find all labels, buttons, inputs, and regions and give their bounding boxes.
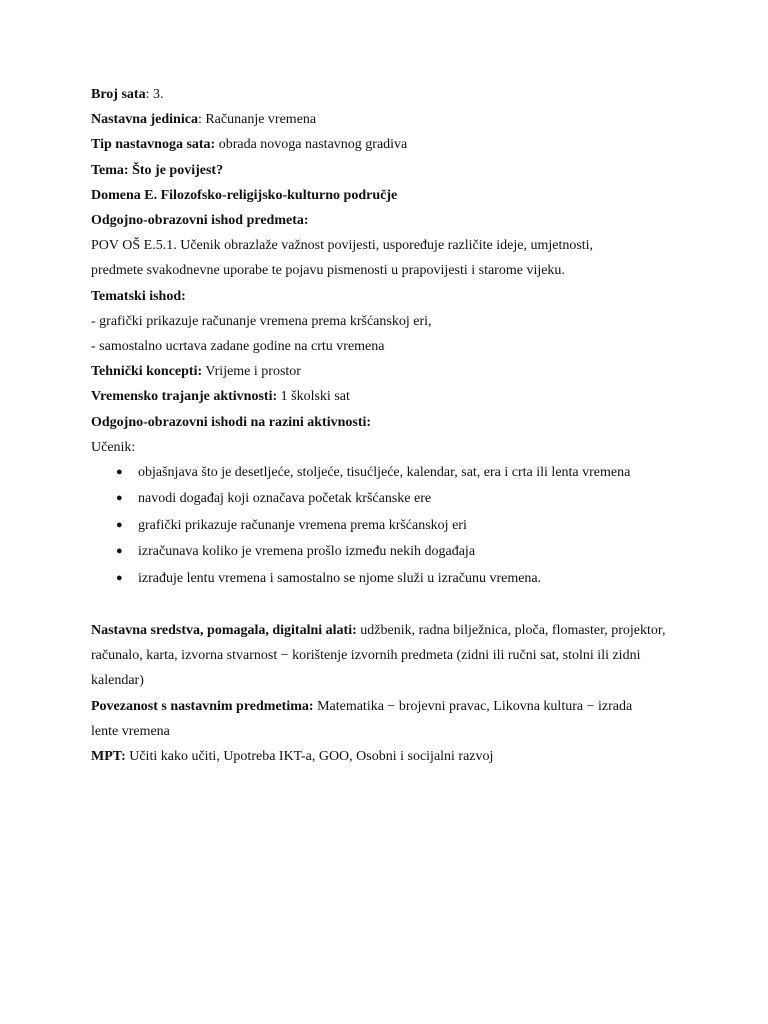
broj-sata-label: Broj sata	[91, 87, 146, 102]
tehnicki-koncepti-value: Vrijeme i prostor	[202, 364, 301, 380]
tehnicki-koncepti-row	[91, 359, 691, 384]
povezanost-paragraph	[91, 694, 661, 744]
povezanost-value: Matematika − brojevni pravac, Likovna kultura − izrada lente vremena	[91, 698, 633, 739]
mpt-value: Učiti kako učiti, Upotreba IKT-a, GOO, Osobni i socijalni razvoj	[125, 749, 494, 765]
mpt-label: MPT:	[91, 749, 126, 765]
ishod-predmeta-line-2: predmete svakodnevne uporabe te pojavu pismenosti u prapovijesti i starome vijeku.	[91, 263, 565, 279]
sredstva-value: udžbenik, radna bilježnica, ploča, flomaster, projektor, računalo, karta, izvorna stvarnost − korištenje izvornih predmeta (zidni ili ručni sat, stolni ili zidni kalendar)	[91, 623, 666, 689]
list-item	[91, 486, 691, 511]
trajanje-label: Vremensko trajanje aktivnosti:	[91, 389, 278, 405]
ishodi-aktivnosti-list	[91, 460, 691, 591]
list-item	[91, 513, 691, 538]
trajanje-value: 1 školski sat	[277, 389, 350, 405]
tip-sata-row	[91, 132, 691, 157]
tehnicki-koncepti-label: Tehnički koncepti:	[91, 364, 203, 380]
bullet-icon: ●	[116, 545, 123, 558]
povezanost-label: Povezanost s nastavnim predmetima:	[91, 698, 314, 714]
sredstva-paragraph	[91, 618, 681, 694]
section-spacer	[91, 592, 691, 618]
list-item-text: navodi događaj koji označava početak kršćanske ere	[138, 491, 432, 507]
list-item	[91, 460, 658, 485]
bullet-icon: ●	[116, 571, 123, 584]
trajanje-row	[91, 384, 691, 409]
tematski-ishod-label: Tematski ishod:	[91, 288, 186, 304]
bullet-icon: ●	[116, 492, 123, 505]
domena-row: Domena E. Filozofsko-religijsko-kulturno područje	[91, 187, 398, 203]
list-item-text: izrađuje lentu vremena i samostalno se njome služi u izračunu vremena.	[138, 570, 542, 586]
tip-sata-value: obrada novoga nastavnog gradiva	[215, 137, 408, 153]
ishod-predmeta-label: Odgojno-obrazovni ishod predmeta:	[91, 213, 309, 229]
list-item-text: grafički prikazuje računanje vremena prema kršćanskoj eri	[138, 517, 467, 533]
bullet-icon: ●	[116, 518, 123, 531]
ishodi-aktivnosti-label: Odgojno-obrazovni ishodi na razini aktivnosti:	[91, 414, 372, 430]
tematski-ishod-item: - samostalno ucrtava zadane godine na crtu vremena	[91, 339, 385, 355]
nastavna-jedinica-value: : Računanje vremena	[197, 112, 317, 128]
list-item	[91, 566, 691, 591]
tema-row: Tema: Što je povijest?	[91, 162, 224, 178]
bullet-icon: ●	[116, 466, 123, 479]
broj-sata-row	[91, 82, 691, 107]
list-item-text: izračunava koliko je vremena prošlo između nekih događaja	[138, 544, 476, 560]
mpt-row	[91, 744, 691, 769]
list-item-text: objašnjava što je desetljeće, stoljeće, tisućljeće, kalendar, sat, era i crta ili lenta vremena	[138, 465, 631, 481]
lesson-plan-document	[91, 82, 691, 769]
sredstva-label: Nastavna sredstva, pomagala, digitalni alati:	[91, 623, 357, 638]
nastavna-jedinica-row	[91, 107, 691, 132]
tip-sata-label: Tip nastavnoga sata:	[91, 137, 216, 153]
ucenik-label: Učenik:	[91, 439, 136, 455]
broj-sata-value: : 3.	[145, 87, 164, 102]
list-item	[91, 539, 691, 564]
tematski-ishod-item: - grafički prikazuje računanje vremena prema kršćanskoj eri,	[91, 313, 432, 329]
nastavna-jedinica-label: Nastavna jedinica	[91, 112, 198, 128]
ishod-predmeta-line-1: POV OŠ E.5.1. Učenik obrazlaže važnost povijesti, uspoređuje različite ideje, umjetnosti,	[91, 238, 594, 254]
